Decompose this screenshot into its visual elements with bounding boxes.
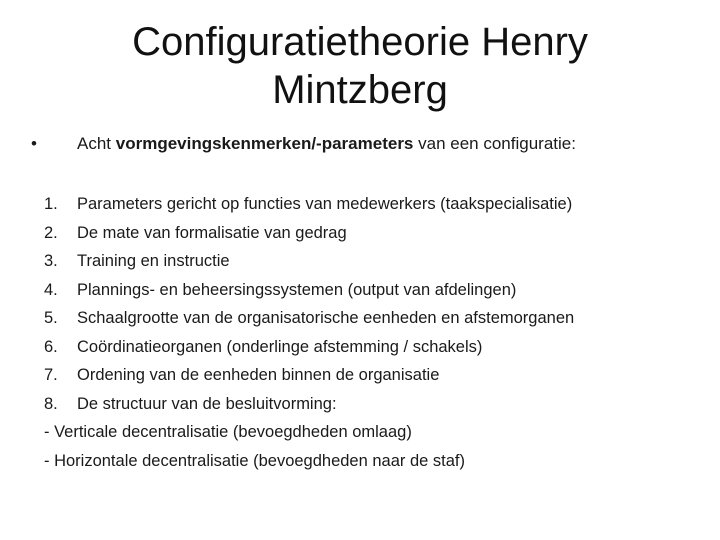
list-item	[44, 247, 704, 276]
intro-text-after: van een configuratie:	[413, 134, 576, 153]
list-item-text: Coördinatieorganen (onderlinge afstemming / schakels)	[77, 337, 483, 356]
list-item	[44, 219, 704, 248]
numbered-list	[44, 190, 704, 418]
intro-bullet	[31, 132, 576, 156]
list-item-text: Schaalgrootte van de organisatorische eenheden en afstemorganen	[77, 309, 575, 327]
sub-list-item: - Verticale decentralisatie (bevoegdheden omlaag)	[44, 423, 412, 441]
list-item	[44, 276, 704, 305]
list-item	[44, 390, 704, 419]
intro-text	[77, 134, 576, 153]
list-number: 6.	[44, 337, 58, 356]
list-item	[44, 190, 704, 219]
list-number: 5.	[44, 309, 58, 327]
bullet-icon: •	[31, 134, 37, 153]
list-item-text: Parameters gericht op functies van medewerkers (taakspecialisatie)	[77, 195, 573, 213]
list-item	[44, 361, 704, 390]
list-item-text: De mate van formalisatie van gedrag	[77, 223, 347, 242]
list-number: 2.	[44, 223, 58, 242]
list-item-text: Training en instructie	[77, 252, 230, 270]
list-number: 1.	[44, 195, 58, 213]
intro-text-bold: vormgevingskenmerken/-parameters	[115, 134, 414, 153]
sub-list-item: - Horizontale decentralisatie (bevoegdheden naar de staf)	[44, 451, 466, 470]
sub-list	[44, 418, 465, 475]
list-item-text: Plannings- en beheersingssystemen (output van afdelingen)	[77, 280, 517, 299]
list-number: 3.	[44, 252, 58, 270]
slide-title	[60, 18, 660, 114]
title-line-1: Configuratietheorie Henry	[132, 20, 588, 64]
list-number: 7.	[44, 366, 58, 384]
list-item-text: Ordening van de eenheden binnen de organisatie	[77, 366, 440, 384]
list-item-text: De structuur van de besluitvorming:	[77, 394, 337, 413]
list-number: 8.	[44, 394, 58, 413]
list-item	[44, 333, 704, 362]
list-number: 4.	[44, 280, 58, 299]
intro-text-before: Acht	[77, 134, 116, 153]
title-line-2: Mintzberg	[272, 68, 448, 112]
list-item	[44, 304, 704, 333]
